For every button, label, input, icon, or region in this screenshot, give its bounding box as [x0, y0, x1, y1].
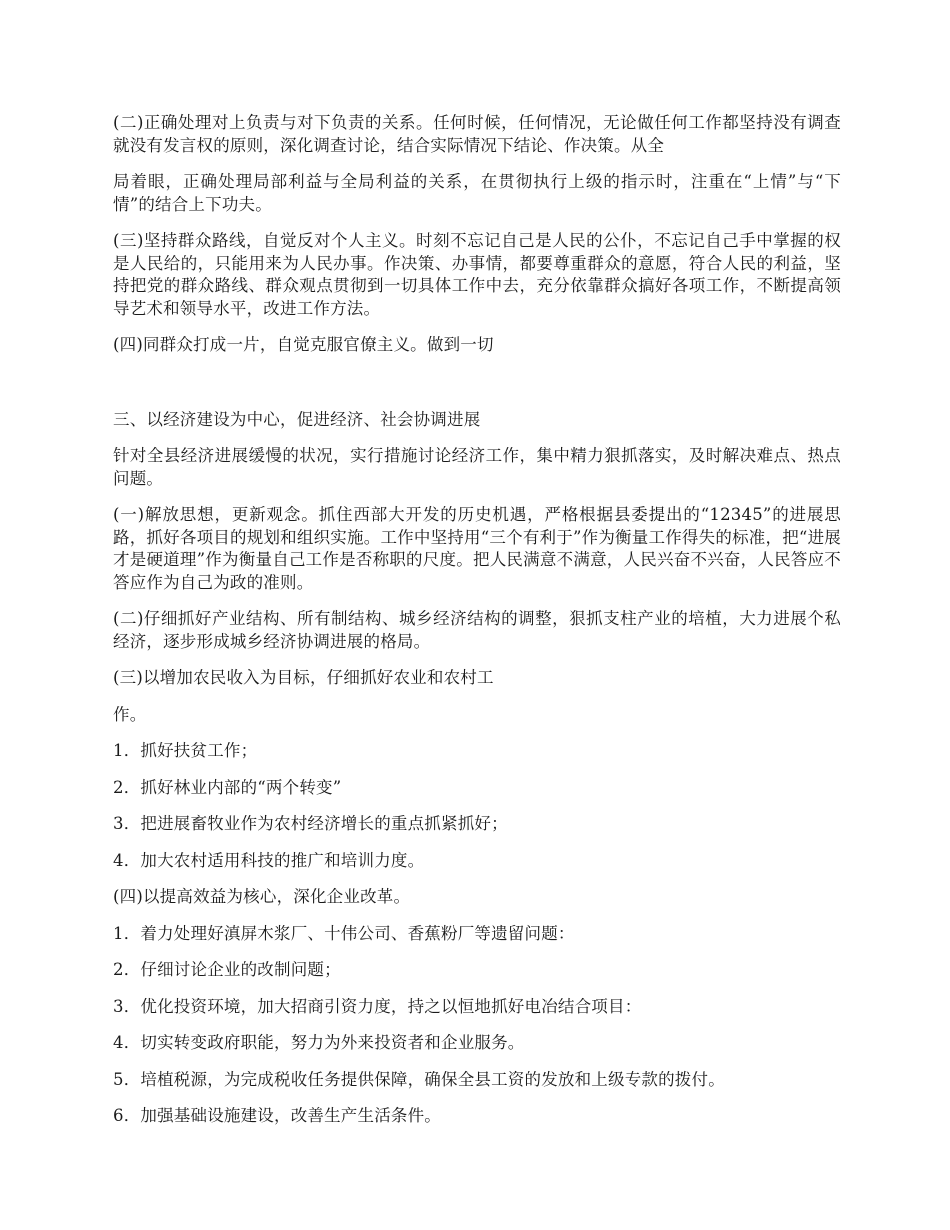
- paragraph: (一)解放思想，更新观念。抓住西部大开发的历史机遇，严格根据县委提出的“12345”的进展思路，抓好各项目的规划和组织实施。工作中坚持用“三个有利于”作为衡量工作得失的标准，把“进展才是硬道理”作为衡量自己工作是否称职的尺度。把人民满意不满意，人民兴奋不兴奋，人民答应不答应作为自己为政的准则。: [113, 505, 841, 592]
- paragraph: (四)同群众打成一片，自觉克服官僚主义。做到一切: [113, 335, 494, 354]
- paragraph: (二)正确处理对上负责与对下负责的关系。任何时候，任何情况，无论做任何工作都坚持没有调查就没有发言权的原则，深化调查讨论，结合实际情况下结论、作决策。从全: [113, 113, 841, 155]
- paragraph: 针对全县经济进展缓慢的状况，实行措施讨论经济工作，集中精力狠抓落实，及时解决难点、热点问题。: [113, 446, 841, 488]
- list-item: 3．把进展畜牧业作为农村经济增长的重点抓紧抓好；: [113, 814, 508, 833]
- list-item: 1．抓好扶贫工作；: [113, 741, 258, 760]
- list-item: 3．优化投资环境，加大招商引资力度，持之以恒地抓好电冶结合项目：: [113, 996, 642, 1016]
- paragraph: (三)以增加农民收入为目标，仔细抓好农业和农村工: [113, 668, 494, 687]
- paragraph: 作。: [113, 704, 147, 724]
- list-item: 2．抓好林业内部的“两个转变”: [113, 777, 342, 797]
- paragraph: 局着眼，正确处理局部利益与全局利益的关系，在贯彻执行上级的指示时，注重在“上情”与“下情”的结合上下功夫。: [113, 172, 841, 214]
- list-item: 4．加大农村适用科技的推广和培训力度。: [113, 850, 425, 870]
- paragraph: (四)以提高效益为核心，深化企业改革。: [113, 887, 411, 906]
- list-item: 1．着力处理好滇屏木浆厂、十伟公司、香蕉粉厂等遗留问题：: [113, 923, 575, 943]
- paragraph: (二)仔细抓好产业结构、所有制结构、城乡经济结构的调整，狠抓支柱产业的培植，大力进展个私经济，逐步形成城乡经济协调进展的格局。: [113, 609, 841, 651]
- section-heading: 三、以经济建设为中心，促进经济、社会协调进展: [113, 409, 481, 429]
- list-item: 2．仔细讨论企业的改制问题；: [113, 960, 341, 979]
- document-body: [113, 112, 841, 1128]
- paragraph: (三)坚持群众路线，自觉反对个人主义。时刻不忘记自己是人民的公仆，不忘记自己手中掌握的权是人民给的，只能用来为人民办事。作决策、办事情，都要尊重群众的意愿，符合人民的利益，坚持把党的群众路线、群众观点贯彻到一切具体工作中去，充分依靠群众搞好各项工作，不断提高领导艺术和领导水平，改进工作方法。: [113, 231, 841, 318]
- list-item: 4．切实转变政府职能，努力为外来投资者和企业服务。: [113, 1033, 525, 1052]
- list-item: 6．加强基础设施建设，改善生产生活条件。: [113, 1106, 441, 1125]
- list-item: 5．培植税源，为完成税收任务提供保障，确保全县工资的发放和上级专款的拨付。: [113, 1069, 725, 1089]
